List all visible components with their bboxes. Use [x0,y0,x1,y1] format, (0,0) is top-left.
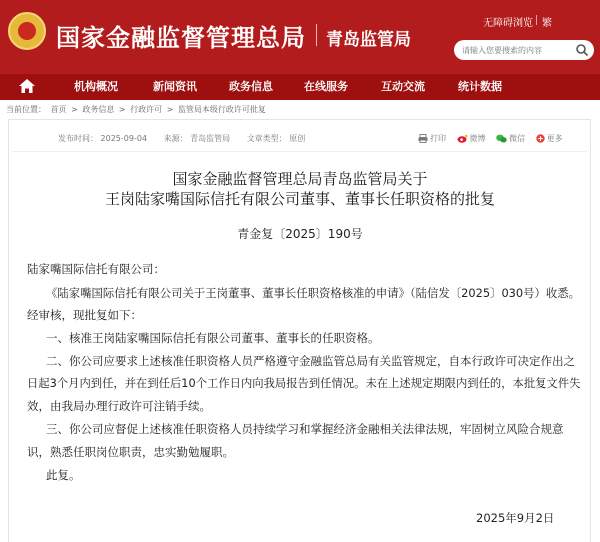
nav-item-online-services[interactable]: 在线服务 [304,80,348,93]
site-header [0,0,600,74]
body-line: 效，由我局办理行政许可注销手续。 [27,399,211,413]
main-nav [0,74,600,100]
publish-date: 发布时间： 2025-09-04 [58,134,148,143]
language-toggle[interactable]: 繁 [542,18,552,29]
body-line: 陆家嘴国际信托有限公司： [27,262,165,276]
title-divider [316,24,317,46]
nav-item-government-info[interactable]: 政务信息 [229,80,273,93]
breadcrumb [6,104,268,115]
body-line: 《陆家嘴国际信托有限公司关于王岗董事、董事长任职资格核准的申请》（陆信发〔2025〕030号）收悉。 [46,286,581,300]
nav-item-news[interactable]: 新闻资讯 [153,80,197,93]
link-divider [536,15,537,25]
body-line: 三、你公司应督促上述核准任职资格人员持续学习和掌握经济金融相关法律法规，牢固树立风险合规意 [46,422,564,436]
article-source: 来源： 青岛监管局 [163,134,231,143]
body-line: 经审核，现批复如下： [27,308,142,322]
body-line: 二、你公司应要求上述核准任职资格人员严格遵守金融监管总局有关监管规定，自本行政许可决定作出之 [46,354,575,368]
breadcrumb-item-admin-license[interactable]: 行政许可 [130,105,163,114]
breadcrumb-item-approvals[interactable]: 监管局本级行政许可批复 [177,105,266,114]
wechat-label: 微信 [509,134,526,143]
share-more[interactable] [536,133,563,144]
nav-home[interactable] [18,78,44,96]
share-weibo[interactable] [457,133,486,144]
nav-item-about[interactable]: 机构概况 [74,80,118,93]
print-button[interactable] [418,133,446,144]
national-emblem-icon [8,12,46,50]
search-input[interactable] [454,40,570,60]
breadcrumb-item-government-info[interactable]: 政务信息 [82,105,115,114]
more-label: 更多 [546,134,563,143]
share-wechat[interactable] [496,133,525,144]
printer-icon [418,134,428,143]
breadcrumb-separator: > [118,105,126,114]
weibo-label: 微博 [469,134,486,143]
weibo-icon [457,134,468,143]
breadcrumb-separator: > [71,105,78,114]
document-number: 青金复〔2025〕190号 [237,227,363,241]
more-share-icon [536,134,545,143]
body-line: 一、核准王岗陆家嘴国际信托有限公司董事、董事长的任职资格。 [46,331,380,345]
wechat-icon [496,134,507,143]
home-icon [18,78,36,94]
article-meta [58,133,319,144]
search-button[interactable] [570,40,594,60]
article-type: 文章类型： 原创 [246,134,306,143]
nav-item-interaction[interactable]: 互动交流 [381,80,425,93]
search-icon [575,43,589,57]
breadcrumb-separator: > [166,105,174,114]
article-title-line-1: 国家金融监督管理总局青岛监管局关于 [172,170,428,188]
breadcrumb-prefix: 当前位置： [6,105,46,114]
branch-name[interactable]: 青岛监管局 [326,30,411,50]
body-line: 识，熟悉任职岗位职责，忠实勤勉履职。 [27,445,234,459]
breadcrumb-item-home[interactable]: 首页 [50,105,67,114]
meta-divider [12,151,587,152]
body-line: 此复。 [46,468,81,482]
site-title[interactable]: 国家金融监督管理总局 [56,24,306,52]
body-line: 日起3个月内到任，并在到任后10个工作日内向我局报告到任情况。未在上述规定期限内到任的，本批复文件失 [27,376,581,390]
share-bar [418,133,571,144]
print-label: 打印 [430,134,446,143]
accessibility-link[interactable]: 无障碍浏览 [483,18,533,29]
signature-date: 2025年9月2日 [476,511,555,525]
nav-item-statistics[interactable]: 统计数据 [458,80,502,93]
article-title-line-2: 王岗陆家嘴国际信托有限公司董事、董事长任职资格的批复 [104,190,495,208]
